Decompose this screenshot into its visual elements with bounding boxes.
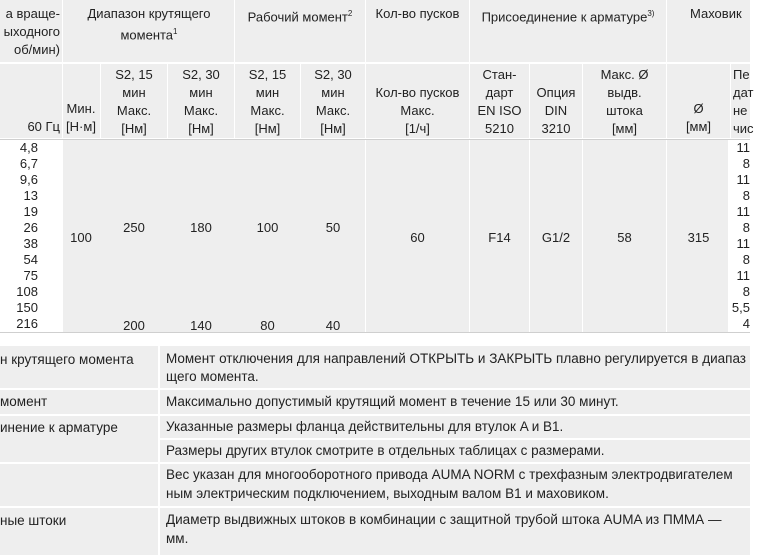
note-text-other-bushings: Размеры других втулок смотрите в отдельных таблицах с размерами. xyxy=(166,443,605,458)
right-cut-value: 4 xyxy=(742,316,750,331)
note-text-working-torque: Максимально допустимый крутящий момент в течение 15 или 30 минут. xyxy=(166,394,619,409)
note-text-weight-2: ным электрическим подключением, выходным валом B1 и маховиком. xyxy=(166,486,609,501)
value-work-30: 50 xyxy=(325,220,341,235)
notes-divider xyxy=(0,462,750,464)
value-last-work-15: 80 xyxy=(260,318,275,333)
note-text-torque-range-1: Момент отключения для направлений ОТКРЫТЬ и ЗАКРЫТЬ плавно регулируется в диапаз xyxy=(166,351,746,366)
header-torque-range xyxy=(66,5,232,44)
header-working-torque-label: Рабочий момент xyxy=(247,9,348,25)
value-last-s2-15: 200 xyxy=(123,318,145,333)
right-cut-value: 11 xyxy=(736,236,750,251)
rpm-value: 19 xyxy=(23,204,38,219)
subheader-right-cut: Пе дат не чис xyxy=(733,67,754,136)
note-text-stems-2: мм. xyxy=(166,531,189,546)
note-text-connection: Указанные размеры фланца действительны для втулок A и B1. xyxy=(166,419,564,434)
subheader-work-s2-30: S2, 30 мин Макс. [Нм] xyxy=(314,67,352,136)
note-text-stems-1: Диаметр выдвижных штоков в комбинации с защитной трубой штока AUMA из ПММА — xyxy=(166,512,722,527)
value-s2-15: 250 xyxy=(123,220,145,235)
rpm-value: 26 xyxy=(23,220,38,235)
rpm-value: 216 xyxy=(16,316,38,331)
right-cut-value: 8 xyxy=(742,188,750,203)
right-cut-value: 8 xyxy=(742,252,750,267)
right-cut-value: 11 xyxy=(736,204,750,219)
subheader-60hz: 60 Гц xyxy=(27,119,60,134)
header-speed: а враще- ыходного об/мин) xyxy=(3,6,60,57)
rpm-value: 54 xyxy=(23,252,38,267)
right-cut-value: 5,5 xyxy=(731,300,750,315)
note-label-working-torque: момент xyxy=(0,394,48,409)
col-divider xyxy=(730,64,731,138)
subheader-s2-30: S2, 30 мин Макс. [Нм] xyxy=(182,67,220,136)
notes-divider xyxy=(0,388,750,390)
rpm-value: 150 xyxy=(16,300,38,315)
notes-divider xyxy=(160,438,750,440)
footnote-marker: 2 xyxy=(347,9,353,18)
value-work-15: 100 xyxy=(256,220,279,235)
note-text-torque-range-2: щего момента. xyxy=(166,369,259,384)
col-divider xyxy=(234,0,235,62)
subheader-min: Мин. [Н·м] xyxy=(66,101,96,134)
rpm-value: 38 xyxy=(23,236,38,251)
notes-divider xyxy=(0,414,750,416)
header-starts: Кол-во пусков xyxy=(375,6,460,21)
note-label-torque-range: н крутящего момента xyxy=(0,352,134,367)
value-s2-30: 180 xyxy=(190,220,212,235)
right-cut-value: 11 xyxy=(736,268,750,283)
value-stem: 58 xyxy=(617,230,632,245)
value-standard: F14 xyxy=(488,230,511,245)
row-separator xyxy=(0,139,750,140)
subheader-option: Опция DIN 3210 xyxy=(536,85,576,136)
right-cut-value: 11 xyxy=(736,140,750,155)
header-connection xyxy=(470,5,666,26)
right-cut-value: 8 xyxy=(742,284,750,299)
right-cut-value: 11 xyxy=(736,172,750,187)
value-starts: 60 xyxy=(410,230,425,245)
rpm-value: 13 xyxy=(23,188,38,203)
rpm-value: 4,8 xyxy=(19,140,38,155)
value-diameter: 315 xyxy=(687,230,710,245)
header-connection-label: Присоединение к арматуре xyxy=(481,9,648,25)
footnote-marker: 1 xyxy=(173,27,178,36)
subheader-stem: Макс. Ø выдв. штока [мм] xyxy=(600,67,649,136)
notes-divider xyxy=(0,506,750,508)
rpm-value: 9,6 xyxy=(19,172,38,187)
header-working-torque xyxy=(236,5,364,26)
header-handwheel: Маховик xyxy=(690,6,742,21)
subheader-s2-15: S2, 15 мин Макс. [Нм] xyxy=(115,67,153,136)
note-label-stems: ные штоки xyxy=(0,513,67,528)
subheader-diameter: Ø [мм] xyxy=(685,101,712,134)
header-torque-range-label: Диапазон крутящего момента xyxy=(87,6,211,43)
footnote-marker: 3) xyxy=(647,9,655,18)
note-text-weight-1: Вес указан для многооборотного привода AUMA NORM с трехфазным электродвигателем xyxy=(166,467,733,482)
right-cut-value: 8 xyxy=(742,220,750,235)
value-min: 100 xyxy=(70,230,92,245)
value-last-work-30: 40 xyxy=(325,318,341,333)
rpm-value: 108 xyxy=(16,284,38,299)
rpm-value: 75 xyxy=(23,268,38,283)
right-cut-value: 8 xyxy=(742,156,750,171)
rpm-value: 6,7 xyxy=(19,156,38,171)
note-label-connection: инение к арматуре xyxy=(0,420,118,435)
value-last-s2-30: 140 xyxy=(190,318,212,333)
subheader-standard: Стан- дарт EN ISO 5210 xyxy=(477,67,522,136)
subheader-starts-max: Кол-во пусков Макс. [1/ч] xyxy=(375,85,460,136)
subheader-work-s2-15: S2, 15 мин Макс. [Нм] xyxy=(248,67,287,136)
value-option: G1/2 xyxy=(541,230,571,245)
